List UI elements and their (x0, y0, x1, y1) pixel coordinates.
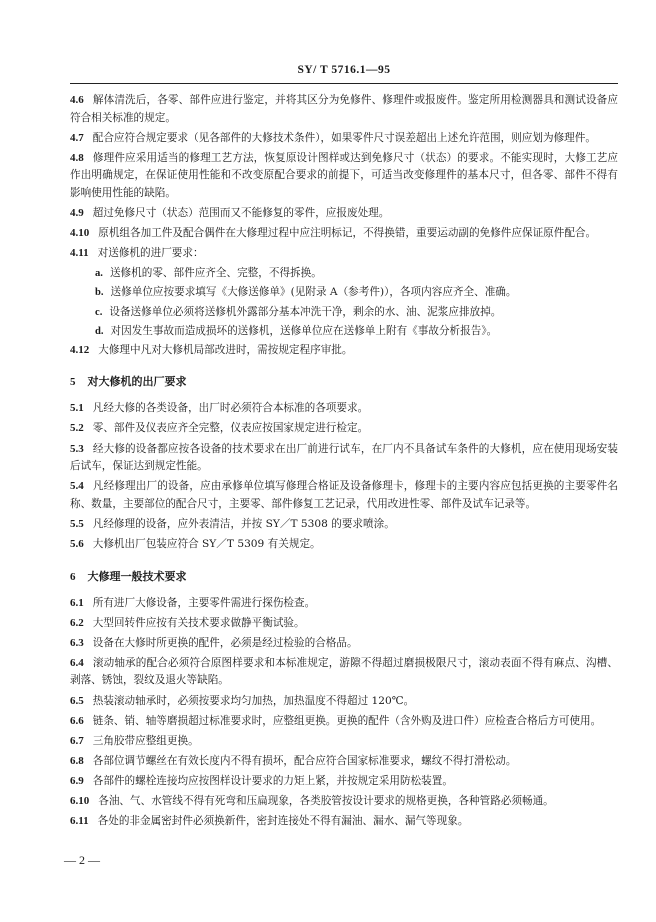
section-number: 5 (70, 376, 76, 389)
subitem-letter: c. (95, 306, 103, 318)
clause-number: 6.3 (70, 636, 84, 649)
subitem-letter: a. (95, 268, 103, 280)
clause-number: 5.5 (70, 517, 84, 530)
clause-number: 5.2 (70, 422, 84, 435)
section-5-heading (70, 373, 618, 391)
clause-6-3 (70, 635, 618, 653)
subitem-text: 送修机的零、部件应齐全、完整，不得拆换。 (109, 267, 322, 280)
clause-text: 原机组各加工件及配合偶件在大修理过程中应注明标记，不得换错，重要运动副的免修件应保证原件配合。 (98, 227, 597, 240)
clause-6-4 (70, 655, 618, 690)
clause-number: 6.8 (70, 754, 84, 767)
clause-4-8 (70, 150, 618, 203)
clause-text: 凡经修理出厂的设备，应由承修单位填写修理合格证及设备修理卡，修理卡的主要内容应包括更换的主要零件名称、数量，主要部位的配合尺寸，主要零、部件修复工艺记录，代用改进性零、部件及试车记录等。 (70, 480, 618, 510)
clause-number: 6.4 (70, 656, 84, 669)
clause-6-8 (70, 753, 618, 771)
clause-6-2 (70, 615, 618, 633)
clause-text: 热装滚动轴承时，必须按要求均匀加热，加热温度不得超过 120℃。 (92, 694, 415, 707)
clause-6-7 (70, 733, 618, 751)
subitem-letter: b. (95, 287, 104, 299)
clause-text: 解体清洗后，各零、部件应进行鉴定，并将其区分为免修件、修理件或报废件。鉴定所用检测器具和测试设备应符合相关标准的规定。 (70, 94, 618, 124)
clause-6-1 (70, 595, 618, 613)
clause-number: 4.8 (70, 151, 84, 164)
clause-5-3 (70, 441, 618, 476)
clause-number: 6.11 (70, 815, 89, 828)
clause-4-9 (70, 205, 618, 223)
clause-text: 滚动轴承的配合必须符合原图样要求和本标准规定，游隙不得超过磨损极限尺寸，滚动表面不得有麻点、沟槽、剥落、锈蚀，裂纹及退火等缺陷。 (70, 656, 618, 687)
clause-text: 凡经修理的设备，应外表清洁，并按 SY／T 5308 的要求喷涂。 (92, 517, 395, 530)
clause-text: 凡经大修的各类设备，出厂时必须符合本标准的各项要求。 (92, 402, 369, 415)
clause-text: 大修理中凡对大修机局部改进时，需按规定程序审批。 (98, 343, 353, 356)
clause-number: 4.9 (70, 207, 84, 220)
clause-text: 大修机出厂包装应符合 SY／T 5309 有关规定。 (92, 537, 321, 550)
subitem-d (95, 323, 618, 341)
clause-text: 大型回转件应按有关技术要求做静平衡试验。 (92, 616, 305, 629)
clause-number: 6.9 (70, 774, 84, 787)
clause-number: 6.5 (70, 694, 84, 707)
clause-text: 各油、气、水管线不得有死弯和压扁现象，各类胶管按设计要求的规格更换，各种管路必须畅通。 (98, 795, 554, 807)
header-rule (70, 83, 618, 84)
clause-6-11 (70, 813, 618, 831)
clause-4-12 (70, 342, 618, 360)
clause-5-4 (70, 478, 618, 513)
clause-text: 各部件的螺栓连接均应按图样设计要求的力矩上紧，并按规定采用防松装置。 (92, 774, 453, 787)
subitem-text: 送修单位应按要求填写《大修送修单》(见附录 A（参考件)），各项内容应齐全、准确。 (110, 286, 517, 299)
clause-number: 6.10 (70, 795, 90, 807)
clause-5-5 (70, 516, 618, 534)
clause-text: 超过免修尺寸（状态）范围而又不能修复的零件，应报废处理。 (92, 207, 390, 220)
clause-4-11 (70, 245, 618, 263)
clause-number: 6.6 (70, 714, 84, 727)
clause-number: 6.1 (70, 596, 84, 609)
clause-number: 4.10 (70, 227, 90, 240)
clause-number: 6.2 (70, 616, 84, 629)
clause-4-10 (70, 225, 618, 243)
clause-text: 设备在大修时所更换的配件，必须是经过检验的合格品。 (92, 636, 358, 649)
clause-number: 4.12 (70, 343, 90, 356)
clause-text: 各部位调节螺丝在有效长度内不得有损坏，配合应符合国家标准要求，螺纹不得打滑松动。 (92, 754, 517, 767)
subitem-letter: d. (95, 325, 104, 337)
section-number: 6 (70, 570, 76, 583)
clause-text: 经大修的设备都应按各设备的技术要求在出厂前进行试车，在厂内不具备试车条件的大修机，应在使用现场安装后试车，保证达到规定性能。 (70, 442, 618, 473)
clause-4-7 (70, 130, 618, 148)
standard-number-header: SY/ T 5716.1—95 (297, 64, 391, 76)
clause-5-1 (70, 400, 618, 418)
clause-6-5 (70, 693, 618, 711)
subitem-c (95, 304, 618, 322)
clause-text: 配合应符合规定要求（见各部件的大修技术条件），如果零件尺寸误差超出上述允许范围，则应划为修理件。 (92, 131, 596, 144)
clause-6-9 (70, 773, 618, 791)
clause-text: 链条、销、轴等磨损超过标准要求时，应整组更换。更换的配件（含外购及进口件）应检查合格后方可使用。 (92, 714, 602, 727)
clause-number: 4.6 (70, 94, 84, 106)
clause-5-2 (70, 420, 618, 438)
clause-text: 各处的非金属密封件必须换新件，密封连接处不得有漏油、漏水、漏气等现象。 (97, 815, 469, 828)
clause-text: 零、部件及仪表应齐全完整，仪表应按国家规定进行检定。 (92, 422, 369, 435)
subitem-b (95, 284, 618, 302)
section-title: 对大修机的出厂要求 (87, 375, 187, 389)
subitem-text: 对因发生事故而造成损坏的送修机，送修单位应在送修单上附有《事故分析报告》。 (110, 324, 498, 337)
clause-text: 对送修机的进厂要求： (97, 247, 204, 260)
clause-number: 5.4 (70, 480, 84, 493)
clause-number: 5.1 (70, 402, 84, 415)
subitem-text: 设备送修单位必须将送修机外露部分基本冲洗干净，剩余的水、油、泥浆应排放掉。 (109, 305, 502, 318)
clause-6-6 (70, 713, 618, 731)
clause-number: 6.7 (70, 734, 84, 747)
clause-number: 5.6 (70, 537, 84, 550)
clause-4-6 (70, 92, 618, 127)
clause-6-10 (70, 793, 618, 811)
page-number: — 2 — (64, 853, 100, 867)
subitem-a (95, 265, 618, 283)
section-title: 大修理一般技术要求 (87, 569, 187, 583)
clause-text: 所有进厂大修设备，主要零件需进行探伤检查。 (92, 596, 316, 609)
clause-text: 三角胶带应整组更换。 (92, 734, 199, 747)
clause-text: 修理件应采用适当的修理工艺方法，恢复原设计图样或达到免修尺寸（状态）的要求。不能实现时，大修工艺应作出明确规定，在保证使用性能和不改变原配合要求的前提下，可适当改变修理件的基本尺寸，但各零、部件不得有影响使用性能的缺陷。 (70, 151, 618, 199)
clause-number: 4.7 (70, 131, 84, 144)
section-6-heading (70, 568, 618, 586)
clause-number: 4.11 (70, 247, 89, 260)
clause-number: 5.3 (70, 442, 84, 455)
document-page (70, 62, 618, 833)
clause-5-6 (70, 536, 618, 554)
